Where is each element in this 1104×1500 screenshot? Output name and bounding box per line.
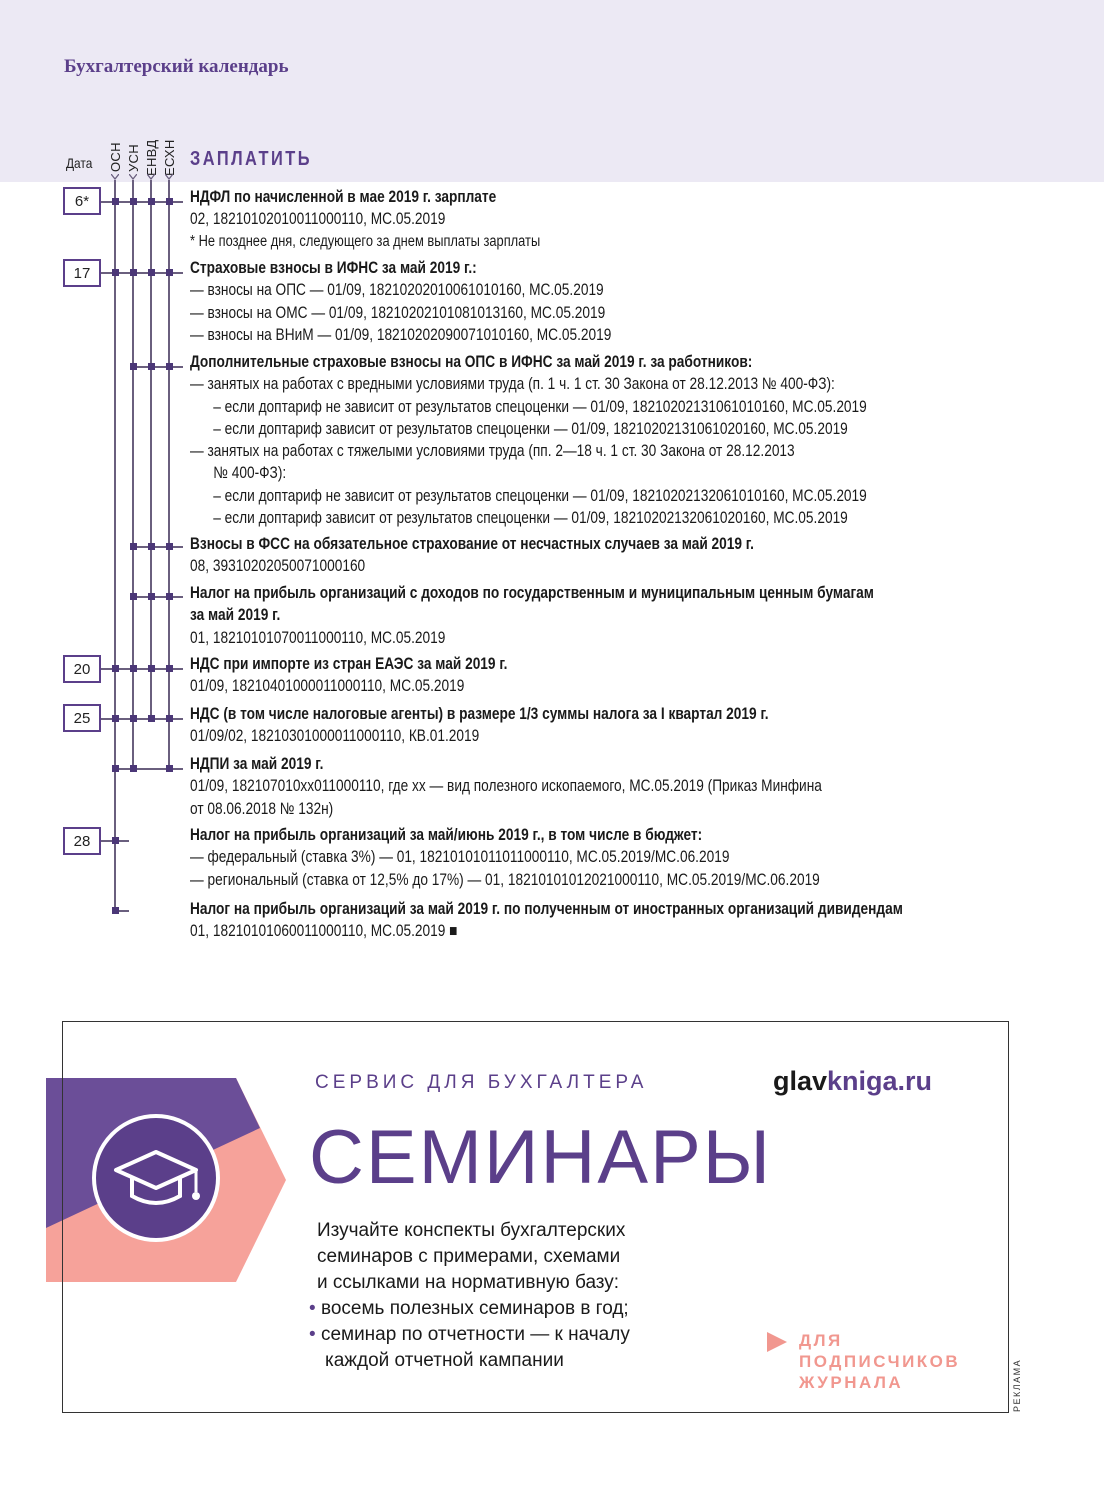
regime-marker <box>166 269 173 276</box>
ad-bullet: • восемь полезных семинаров в год; <box>309 1298 629 1319</box>
regime-marker <box>148 269 155 276</box>
entry-line: — занятых на работах с тяжелыми условиями труда (пп. 2—18 ч. 1 ст. 30 Закона от 28.12.2013 <box>190 442 795 461</box>
date-box-20: 20 <box>63 655 101 683</box>
ad-intro-line: Изучайте конспекты бухгалтерских <box>317 1220 626 1241</box>
regime-marker <box>112 837 119 844</box>
regime-marker <box>112 269 119 276</box>
entry-line: 01/09/02, 18210301000011000110, КВ.01.2019 <box>190 727 480 746</box>
regime-marker <box>148 543 155 550</box>
entry-title: Взносы в ФСС на обязательное страхование от несчастных случаев за май 2019 г. <box>190 535 754 553</box>
entry-title: Дополнительные страховые взносы на ОПС в ИФНС за май 2019 г. за работников: <box>190 353 753 371</box>
entry-fss <box>190 533 1050 578</box>
entry-insurance <box>190 257 1050 346</box>
ad-intro-line: семинаров с примерами, схемами <box>317 1246 621 1267</box>
regime-marker <box>130 198 137 205</box>
regime-marker <box>130 543 137 550</box>
date-box-17: 17 <box>63 259 101 287</box>
date-box-25: 25 <box>63 704 101 732</box>
ad-bullet: • семинар по отчетности — к началу <box>309 1324 630 1345</box>
site-prefix: glav <box>773 1066 828 1096</box>
entry-title: Налог на прибыль организаций с доходов по государственным и муниципальным ценным бумагам <box>190 584 874 602</box>
entry-title: НДС при импорте из стран ЕАЭС за май 2019 г. <box>190 655 508 673</box>
pay-heading: ЗАПЛАТИТЬ <box>190 148 312 170</box>
regime-marker <box>130 593 137 600</box>
ad-description <box>309 1218 630 1374</box>
column-line-eshn <box>168 180 170 766</box>
regime-marker <box>148 665 155 672</box>
column-eshn: ЕСХН <box>162 139 177 176</box>
regime-marker <box>112 665 119 672</box>
entry-line: 02, 18210102010011000110, МС.05.2019 <box>190 210 446 229</box>
entry-line: 01, 18210101060011000110, МС.05.2019 ■ <box>190 922 458 941</box>
date-box-6: 6* <box>63 187 101 215</box>
regime-marker <box>166 543 173 550</box>
seminars-ad <box>62 1021 1009 1413</box>
entry-line: – если доптариф не зависит от результатов спецоценки — 01/09, 18210202132061010160, МС.05.2019 <box>213 486 867 505</box>
regime-marker <box>166 593 173 600</box>
entry-title-cont: за май 2019 г. <box>190 606 281 625</box>
entry-vat-import <box>190 653 1050 698</box>
ad-bullet-cont: каждой отчетной кампании <box>325 1350 564 1371</box>
regime-marker <box>130 765 137 772</box>
column-line-osn <box>114 180 116 910</box>
regime-marker <box>148 198 155 205</box>
entry-line: – если доптариф зависит от результатов спецоценки — 01/09, 18210202132061020160, МС.05.2019 <box>213 509 848 528</box>
regime-marker <box>130 363 137 370</box>
entry-title: Налог на прибыль организаций за май 2019 г. по полученным от иностранных организаций дивидендам <box>190 900 903 918</box>
entry-line: № 400-ФЗ): <box>213 464 287 483</box>
entry-title: Страховые взносы в ИФНС за май 2019 г.: <box>190 259 477 277</box>
regime-marker <box>130 269 137 276</box>
column-envd: ЕНВД <box>144 139 159 176</box>
regime-marker <box>112 907 119 914</box>
site-suffix: kniga.ru <box>827 1066 933 1096</box>
entry-line: – если доптариф не зависит от результатов спецоценки — 01/09, 18210202131061010160, МС.05.2019 <box>213 397 867 416</box>
regime-marker <box>130 715 137 722</box>
entry-profit-securities <box>190 582 1050 649</box>
regime-marker <box>166 665 173 672</box>
entry-line: — взносы на ВНиМ — 01/09, 18210202090071010160, МС.05.2019 <box>190 325 612 344</box>
regime-marker <box>166 765 173 772</box>
ad-subscribers-label: ДЛЯ ПОДПИСЧИКОВ ЖУРНАЛА <box>799 1331 961 1392</box>
entry-line: 01, 18210101070011000110, МС.05.2019 <box>190 628 446 647</box>
entry-line: 01/09, 18210401000011000110, МС.05.2019 <box>190 677 465 696</box>
entry-profit-dividends <box>190 898 1050 943</box>
entry-additional-ops <box>190 351 1050 529</box>
entry-line: – если доптариф зависит от результатов спецоценки — 01/09, 18210202131061020160, МС.05.2019 <box>213 419 848 438</box>
regime-marker <box>112 715 119 722</box>
regime-marker <box>166 198 173 205</box>
row-connector <box>133 596 183 598</box>
entry-line: — взносы на ОМС — 01/09, 18210202101081013160, МС.05.2019 <box>190 303 606 322</box>
regime-marker <box>148 363 155 370</box>
entry-title: НДПИ за май 2019 г. <box>190 755 324 773</box>
play-arrow-icon <box>767 1332 787 1352</box>
regime-marker <box>166 363 173 370</box>
entry-title: НДФЛ по начисленной в мае 2019 г. зарплате <box>190 188 497 206</box>
section-title: Бухгалтерский календарь <box>64 56 289 77</box>
column-line-envd <box>150 180 152 718</box>
entry-line: — федеральный (ставка 3%) — 01, 18210101011011000110, МС.05.2019/МС.06.2019 <box>190 848 730 867</box>
regime-marker <box>112 765 119 772</box>
ad-intro-line: и ссылками на нормативную базу: <box>317 1272 620 1293</box>
entry-vat-quarter <box>190 703 1050 748</box>
row-connector <box>133 546 183 548</box>
date-column-label: Дата <box>66 155 93 171</box>
column-line-usn <box>132 180 134 766</box>
entry-title: НДС (в том числе налоговые агенты) в размере 1/3 суммы налога за I квартал 2019 г. <box>190 705 769 723</box>
date-box-28: 28 <box>63 827 101 855</box>
regime-marker <box>130 665 137 672</box>
ad-headline: СЕМИНАРЫ <box>309 1115 773 1200</box>
ad-site-link[interactable] <box>773 1066 932 1097</box>
entry-ndfl <box>190 186 1050 253</box>
entry-line: от 08.06.2018 № 132н) <box>190 799 334 818</box>
entry-title: Налог на прибыль организаций за май/июнь 2019 г., в том числе в бюджет: <box>190 826 703 844</box>
ad-marker: РЕКЛАМА <box>1012 1358 1022 1412</box>
entry-line: — занятых на работах с вредными условиями труда (п. 1 ч. 1 ст. 30 Закона от 28.12.2013 № 400-ФЗ): <box>190 375 835 394</box>
entry-line: — региональный (ставка от 12,5% до 17%) — 01, 18210101012021000110, МС.05.2019/МС.06.2019 <box>190 870 820 889</box>
regime-marker <box>166 715 173 722</box>
entry-line: 01/09, 182107010хх011000110, где хх — вид полезного ископаемого, МС.05.2019 (Приказ Минфина <box>190 777 822 796</box>
entry-footnote: * Не позднее дня, следующего за днем выплаты зарплаты <box>190 232 541 250</box>
ad-service-label: СЕРВИС ДЛЯ БУХГАЛТЕРА <box>315 1072 648 1093</box>
entry-ndpi <box>190 753 1050 820</box>
regime-marker <box>112 198 119 205</box>
column-osn: ОСН <box>108 142 123 172</box>
row-connector <box>133 366 183 368</box>
column-usn: УСН <box>126 144 141 172</box>
entry-line: 08, 39310202050071000160 <box>190 557 366 576</box>
entry-profit-month <box>190 824 1050 891</box>
regime-marker <box>148 715 155 722</box>
entry-line: — взносы на ОПС — 01/09, 18210202010061010160, МС.05.2019 <box>190 281 604 300</box>
regime-marker <box>148 593 155 600</box>
